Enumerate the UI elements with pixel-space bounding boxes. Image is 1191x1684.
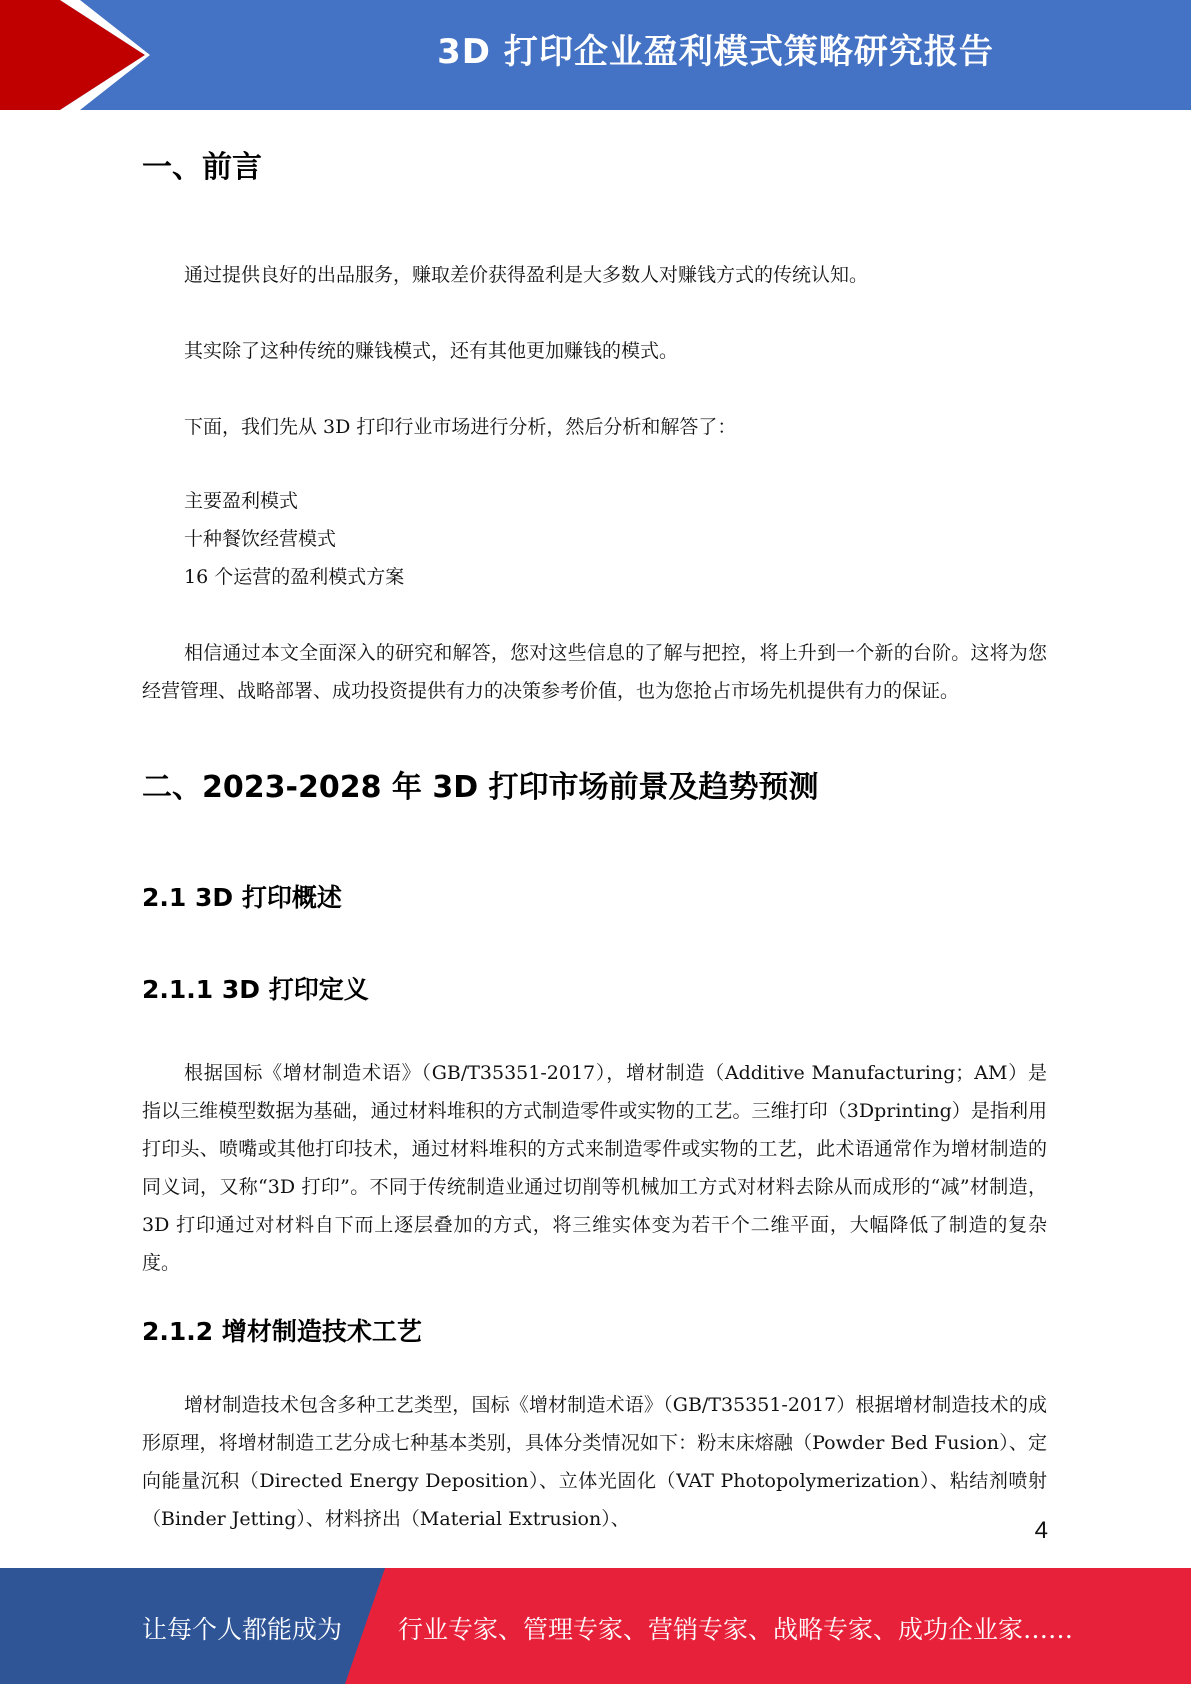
report-title: 3D 打印企业盈利模式策略研究报告 [437, 32, 994, 72]
list-item: 主要盈利模式 [184, 490, 299, 512]
page-number: 4 [1034, 1517, 1048, 1544]
paragraph: 其实除了这种传统的赚钱模式，还有其他更加赚钱的模式。 [184, 340, 679, 362]
subsection-heading: 2.1.2 增材制造技术工艺 [142, 1317, 422, 1346]
list-item: 16 个运营的盈利模式方案 [184, 566, 405, 588]
model-list [142, 482, 1047, 596]
section-heading-preface: 一、前言 [142, 150, 262, 185]
paragraph: 增材制造技术包含多种工艺类型，国标《增材制造术语》（GB/T35351-2017）根据增材制造技术的成形原理，将增材制造工艺分成七种基本类别，具体分类情况如下：粉末床熔融（Powder Bed Fusion）、定向能量沉积（Directed Energy Deposition）、立体光固化（VAT Photopolymerization）、粘结剂喷射（Binder Jetting）、材料挤出（Material Extrusion）、 [142, 1394, 1047, 1530]
footer-slogan-left: 让每个人都能成为 [142, 1615, 343, 1644]
page-header [0, 0, 1191, 110]
header-arrow-decoration [0, 0, 160, 110]
section-heading-market-outlook: 二、2023-2028 年 3D 打印市场前景及趋势预测 [142, 770, 819, 805]
paragraph: 根据国标《增材制造术语》（GB/T35351-2017），增材制造（Additive Manufacturing；AM）是指以三维模型数据为基础，通过材料堆积的方式制造零件或实物的工艺。三维打印（3Dprinting）是指利用打印头、喷嘴或其他打印技术，通过材料堆积的方式来制造零件或实物的工艺，此术语通常作为增材制造的同义词，又称“3D 打印”。不同于传统制造业通过切削等机械加工方式对材料去除从而成形的“减”材制造，3D 打印通过对材料自下而上逐层叠加的方式，将三维实体变为若干个二维平面，大幅降低了制造的复杂度。 [142, 1062, 1047, 1274]
paragraph: 通过提供良好的出品服务，赚取差价获得盈利是大多数人对赚钱方式的传统认知。 [184, 264, 869, 286]
subsection-heading: 2.1 3D 打印概述 [142, 883, 342, 912]
footer-slogan-right: 行业专家、管理专家、营销专家、战略专家、成功企业家…… [398, 1615, 1074, 1644]
list-item: 十种餐饮经营模式 [184, 528, 337, 550]
paragraph: 下面，我们先从 3D 打印行业市场进行分析，然后分析和解答了： [184, 416, 737, 438]
paragraph: 相信通过本文全面深入的研究和解答，您对这些信息的了解与把控，将上升到一个新的台阶。这将为您经营管理、战略部署、成功投资提供有力的决策参考价值，也为您抢占市场先机提供有力的保证。 [142, 642, 1047, 702]
subsection-heading: 2.1.1 3D 打印定义 [142, 975, 369, 1004]
page-content [142, 130, 1047, 1538]
page-footer [0, 1568, 1191, 1684]
